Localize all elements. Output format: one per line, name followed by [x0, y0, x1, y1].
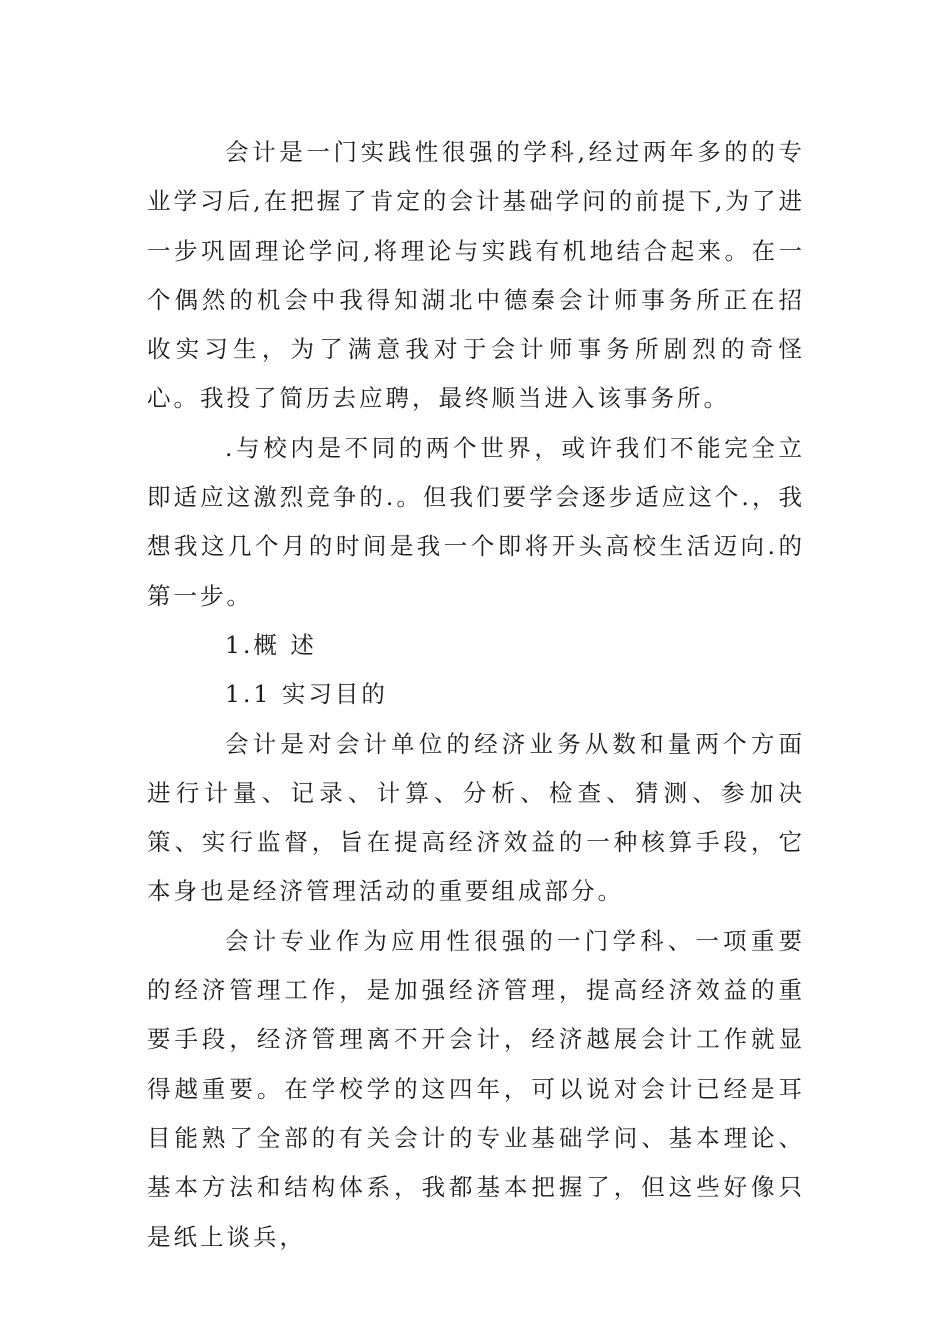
paragraph-intro-1: 会计是一门实践性很强的学科,经过两年多的的专业学习后,在把握了肯定的会计基础学问的前提下,为了进一步巩固理论学问,将理论与实践有机地结合起来。在一个偶然的机会中我得知湖北中德秦会计师事务所正在招收实习生，为了满意我对于会计师事务所剧烈的奇怪心。我投了简历去应聘，最终顺当进入该事务所。	[147, 138, 805, 413]
paragraph-body-2: 会计专业作为应用性很强的一门学科、一项重要的经济管理工作，是加强经济管理，提高经济效益的重要手段，经济管理离不开会计，经济越展会计工作就显得越重要。在学校学的这四年，可以说对会计已经是耳目能熟了全部的有关会计的专业基础学问、基本理论、基本方法和结构体系，我都基本把握了，但这些好像只是纸上谈兵，	[147, 926, 805, 1251]
paragraph-intro-2: .与校内是不同的两个世界，或许我们不能完全立即适应这激烈竞争的.。但我们要学会逐步适应这个.，我想我这几个月的时间是我一个即将开头高校生活迈向.的第一步。	[147, 433, 805, 610]
paragraph-body-1: 会计是对会计单位的经济业务从数和量两个方面进行计量、记录、计算、分析、检查、猜测、参加决策、实行监督，旨在提高经济效益的一种核算手段，它本身也是经济管理活动的重要组成部分。	[147, 729, 805, 906]
subsection-heading: 1.1 实习目的	[225, 680, 388, 709]
document-body	[147, 128, 805, 1262]
section-heading: 1.概 述	[225, 630, 317, 659]
